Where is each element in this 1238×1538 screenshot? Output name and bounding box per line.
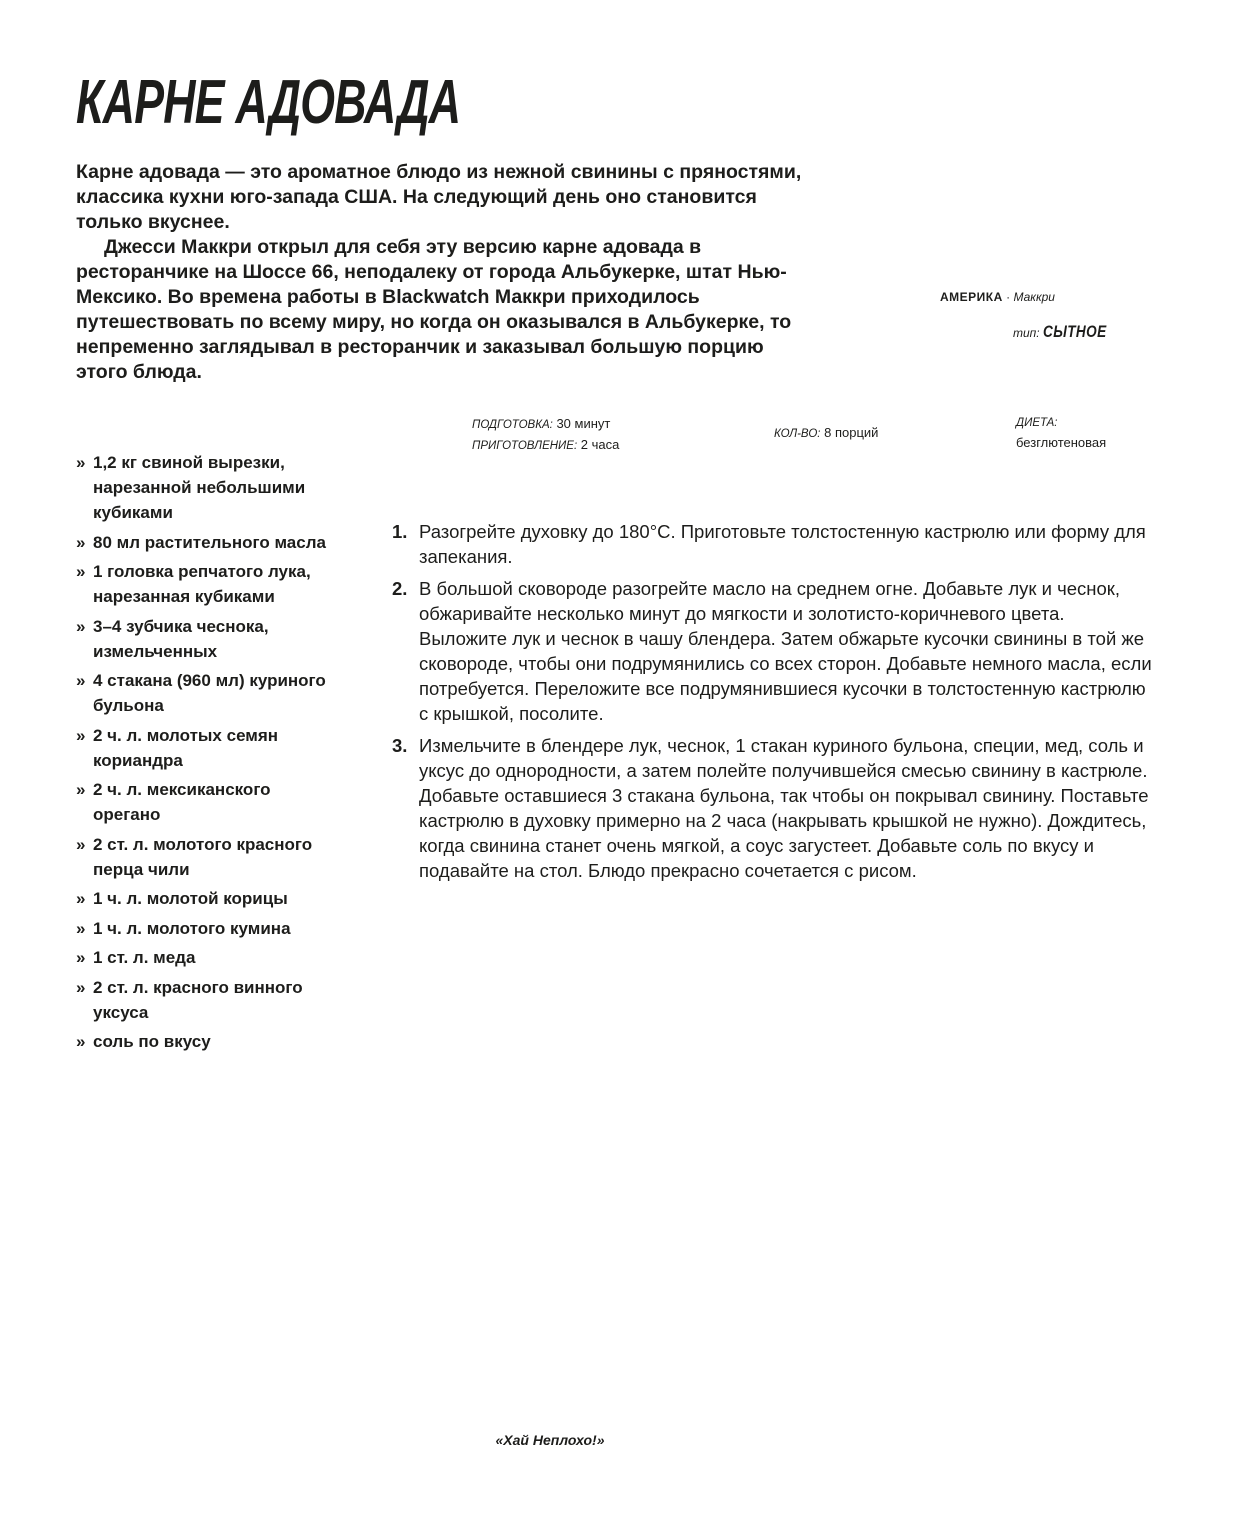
step-number: 1. xyxy=(392,521,408,542)
ingredient-text: 2 ст. л. красного винного уксуса xyxy=(93,977,303,1022)
ingredient-text: 1 ч. л. молотой корицы xyxy=(93,889,288,908)
step-text: Разогрейте духовку до 180°C. Приготовьте толстостенную кастрюлю или форму для запекания. xyxy=(419,521,1146,567)
list-item xyxy=(76,916,336,941)
ingredient-text: соль по вкусу xyxy=(93,1032,211,1051)
step-text: Измельчите в блендере лук, чеснок, 1 стакан куриного бульона, специи, мед, соль и уксус до однородности, а затем полейте получившейся смесью свинину в кастрюле. Добавьте оставшиеся 3 стакана бульона, так чтобы он покрывал свинину. Поставьте кастрюлю в духовку примерно на 2 часа (накрывать крышкой не нужно). Дождитесь, когда свинина станет очень мягкой, а соус загустеет. Добавьте соль по вкусу и подавайте на стол. Блюдо прекрасно сочетается с рисом. xyxy=(419,735,1149,881)
list-item xyxy=(76,832,336,882)
servings-value: 8 порций xyxy=(820,425,879,440)
dish-type xyxy=(1013,322,1122,342)
diet-info xyxy=(1016,414,1106,452)
list-item xyxy=(76,945,336,970)
cook-value: 2 часа xyxy=(577,437,620,452)
step-item xyxy=(392,519,1152,569)
list-item xyxy=(76,668,336,718)
list-item xyxy=(76,975,336,1025)
cook-time xyxy=(472,435,619,456)
region-name: АМЕРИКА xyxy=(940,290,1003,304)
ingredient-text: 4 стакана (960 мл) куриного бульона xyxy=(93,671,326,715)
bullet-icon: » xyxy=(76,671,86,690)
intro-paragraph-2: Джесси Маккри открыл для себя эту версию карне адовада в ресторанчике на Шоссе 66, неподалеку от города Альбукерке, штат Нью-Мексико. Во времена работы в Blackwatch Маккри приходилось путешествовать по всему миру, но когда он оказывался в Альбукерке, то непременно заглядывал в ресторанчик и заказывал большую порцию этого блюда. xyxy=(76,236,792,383)
time-info xyxy=(472,414,619,456)
ingredient-text: 1 головка репчатого лука, нарезанная кубиками xyxy=(93,562,311,606)
servings-info xyxy=(774,423,878,444)
bullet-icon: » xyxy=(76,562,86,581)
bullet-icon: » xyxy=(76,725,86,745)
region-separator: · xyxy=(1002,290,1014,304)
intro-text xyxy=(76,160,816,385)
step-number: 3. xyxy=(392,735,408,756)
dish-type-label: тип: xyxy=(1013,326,1040,340)
dish-type-value: СЫТНОЕ xyxy=(1042,322,1107,341)
list-item xyxy=(76,1029,336,1054)
bullet-icon: » xyxy=(76,616,86,636)
bullet-icon: » xyxy=(76,977,86,997)
ingredient-text: 2 ч. л. молотых семян кориандра xyxy=(93,725,279,770)
page-footer: «Хай Неплохо!» xyxy=(495,1432,605,1448)
region-tag xyxy=(940,290,1055,304)
list-item xyxy=(76,530,336,555)
ingredient-text: 1,2 кг свиной вырезки, нарезанной небольшими кубиками xyxy=(93,453,306,522)
ingredient-text: 80 мл растительного масла xyxy=(93,532,326,552)
prep-time xyxy=(472,414,619,435)
list-item xyxy=(76,450,336,525)
ingredient-text: 2 ч. л. мексиканского орегано xyxy=(93,780,271,824)
list-item xyxy=(76,559,336,609)
diet-value: безглютеновая xyxy=(1016,435,1107,450)
ingredient-text: 1 ст. л. меда xyxy=(93,948,196,967)
step-text: В большой сковороде разогрейте масло на среднем огне. Добавьте лук и чеснок, обжаривайте несколько минут до мягкости и золотисто-коричневого цвета. Выложите лук и чеснок в чашу блендера. Затем обжарьте кусочки свинины в той же сковороде, чтобы они подрумянились со всех сторон. Добавьте немного масла, если потребуется. Переложите все подрумянившиеся кусочки в толстостенную кастрюлю с крышкой, посолите. xyxy=(419,578,1152,724)
step-item xyxy=(392,733,1152,883)
ingredient-text: 2 ст. л. молотого красного перца чили xyxy=(93,834,313,879)
bullet-icon: » xyxy=(76,453,86,472)
bullet-icon: » xyxy=(76,532,86,552)
servings-label: КОЛ-ВО: xyxy=(774,428,821,440)
diet-label: ДИЕТА: xyxy=(1016,417,1058,429)
recipe-title: КАРНЕ АДОВАДА xyxy=(76,68,461,137)
step-list xyxy=(392,519,1152,890)
bullet-icon: » xyxy=(76,948,86,967)
bullet-icon: » xyxy=(76,780,86,799)
step-number: 2. xyxy=(392,578,408,599)
bullet-icon: » xyxy=(76,918,86,938)
ingredient-list xyxy=(76,450,336,1059)
prep-value: 30 минут xyxy=(552,416,611,431)
region-character: Маккри xyxy=(1013,290,1055,304)
step-item xyxy=(392,576,1152,726)
list-item xyxy=(76,777,336,827)
prep-label: ПОДГОТОВКА: xyxy=(472,419,553,431)
bullet-icon: » xyxy=(76,834,86,854)
list-item xyxy=(76,723,336,773)
bullet-icon: » xyxy=(76,1032,86,1051)
bullet-icon: » xyxy=(76,889,86,908)
ingredient-text: 1 ч. л. молотого кумина xyxy=(93,918,291,938)
cook-label: ПРИГОТОВЛЕНИЕ: xyxy=(472,440,578,452)
ingredient-text: 3–4 зубчика чеснока, измельченных xyxy=(93,616,269,661)
list-item xyxy=(76,614,336,664)
list-item xyxy=(76,886,336,911)
intro-paragraph-1: Карне адовада — это ароматное блюдо из нежной свинины с пряностями, классика кухни юго-запада США. На следующий день оно становится только вкуснее. xyxy=(76,161,802,233)
